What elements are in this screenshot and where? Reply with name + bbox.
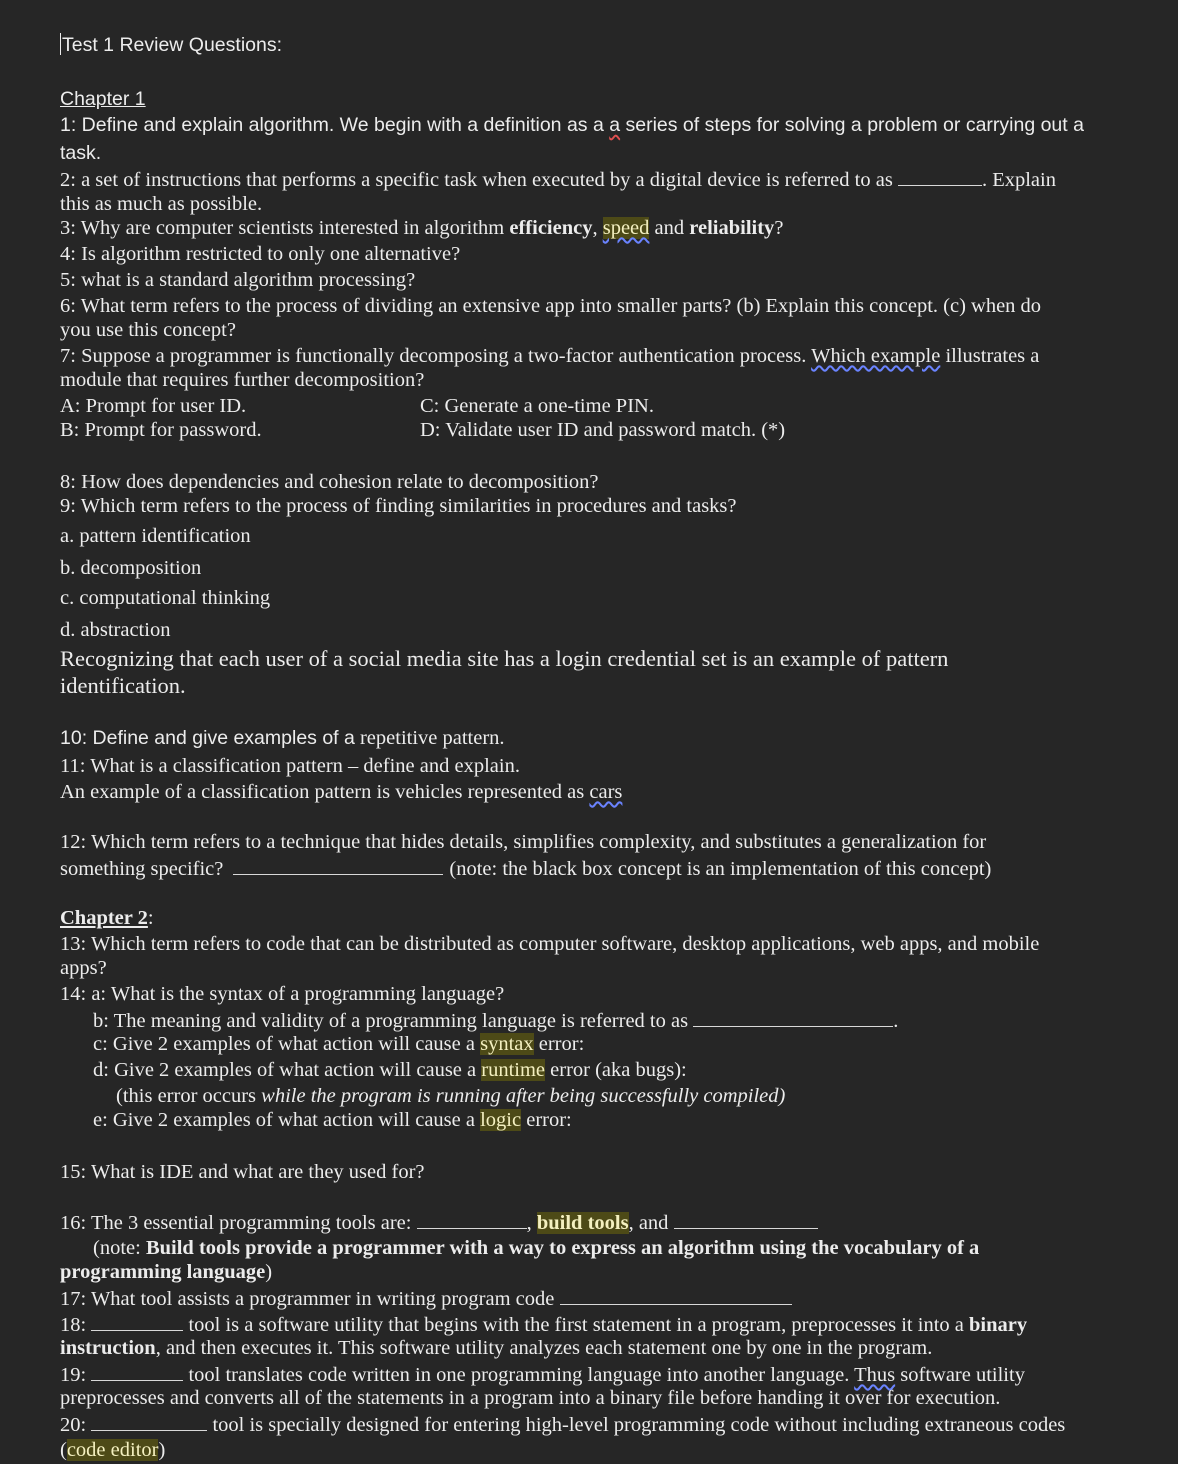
question-20: 20: tool is specially designed for entering high-level programming code without including extraneous codes — [60, 1414, 1066, 1436]
question-14a: 14: a: What is the syntax of a programming language? — [60, 983, 505, 1005]
question-7-line2: module that requires further decomposition? — [60, 369, 425, 391]
question-14e: e: Give 2 examples of what action will cause a logic error: — [93, 1109, 572, 1131]
question-9: 9: Which term refers to the process of finding similarities in procedures and tasks? — [60, 495, 737, 517]
question-19: 19: tool translates code written in one programming language into another language. Thus software utility — [60, 1364, 1025, 1386]
question-6: 6: What term refers to the process of dividing an extensive app into smaller parts? (b) Explain this concept. (c) when do — [60, 295, 1042, 317]
answer-blank — [898, 167, 982, 186]
answer-blank — [91, 1412, 207, 1431]
answer-blank — [693, 1008, 893, 1027]
question-13: 13: Which term refers to code that can be distributed as computer software, desktop applications, web apps, and mobile — [60, 933, 1040, 955]
question-10: 10: Define and give examples of a repetitive pattern. — [60, 727, 505, 749]
question-9-note: Recognizing that each user of a social media site has a login credential set is an example of pattern — [60, 646, 949, 671]
question-7: 7: Suppose a programmer is functionally decomposing a two-factor authentication process. Which example illustrates a — [60, 345, 1040, 367]
option-d: D: Validate user ID and password match. (*) — [420, 419, 786, 441]
document-title: Test 1 Review Questions: — [62, 34, 283, 56]
answer-blank — [560, 1286, 792, 1305]
answer-blank — [91, 1362, 183, 1381]
question-13-line2: apps? — [60, 957, 107, 979]
question-11: 11: What is a classification pattern – define and explain. — [60, 755, 520, 777]
question-19-line2: preprocesses and converts all of the statements in a program into a binary file before handing it over for execution. — [60, 1387, 1001, 1409]
question-11-example: An example of a classification pattern is vehicles represented as cars — [60, 781, 623, 803]
question-14d: d: Give 2 examples of what action will cause a runtime error (aka bugs): — [93, 1059, 687, 1081]
option-a: a. pattern identification — [60, 525, 251, 547]
question-15: 15: What is IDE and what are they used for? — [60, 1161, 425, 1183]
question-4: 4: Is algorithm restricted to only one alternative? — [60, 243, 461, 265]
option-b: b. decomposition — [60, 557, 202, 579]
text-cursor — [60, 33, 61, 55]
question-17: 17: What tool assists a programmer in writing program code — [60, 1286, 792, 1312]
question-12: 12: Which term refers to a technique that hides details, simplifies complexity, and substitutes a generalization for — [60, 831, 987, 853]
question-14b: b: The meaning and validity of a programming language is referred to as . — [93, 1010, 899, 1032]
question-16-note-line2: programming language) — [60, 1261, 273, 1283]
question-12-line2: something specific? (note: the black box concept is an implementation of this concept) — [60, 858, 992, 880]
option-c: c. computational thinking — [60, 587, 271, 609]
question-6-line2: you use this concept? — [60, 319, 236, 341]
option-a: A: Prompt for user ID. — [60, 395, 247, 417]
question-9-note-line2: identification. — [60, 673, 186, 698]
question-5: 5: what is a standard algorithm processing? — [60, 269, 416, 291]
question-18: 18: tool is a software utility that begins with the first statement in a program, preprocesses it into a binary — [60, 1314, 1028, 1336]
answer-blank — [417, 1210, 527, 1229]
question-16: 16: The 3 essential programming tools are: , build tools, and — [60, 1210, 818, 1236]
question-14c: c: Give 2 examples of what action will cause a syntax error: — [93, 1033, 585, 1055]
answer-blank — [91, 1312, 183, 1331]
question-20-line2: (code editor) — [60, 1439, 166, 1461]
option-b: B: Prompt for password. — [60, 419, 262, 441]
question-16-note: (note: Build tools provide a programmer with a way to express an algorithm using the vocabulary of a — [93, 1237, 980, 1259]
answer-blank — [233, 856, 443, 875]
question-2: 2: a set of instructions that performs a specific task when executed by a digital device is referred to as . Explain — [60, 169, 1056, 191]
answer-blank — [674, 1210, 818, 1229]
option-d: d. abstraction — [60, 619, 171, 641]
question-3: 3: Why are computer scientists interested in algorithm efficiency, speed and reliability? — [60, 217, 784, 239]
question-2-line2: this as much as possible. — [60, 193, 263, 215]
question-8: 8: How does dependencies and cohesion relate to decomposition? — [60, 471, 599, 493]
question-1: 1: Define and explain algorithm. We begin with a definition as a a series of steps for solving a problem or carrying out a — [60, 114, 1084, 136]
chapter-1-heading: Chapter 1 — [60, 88, 146, 110]
question-1-line2: task. — [60, 142, 102, 164]
question-18-line2: instruction, and then executes it. This software utility analyzes each statement one by one in the program. — [60, 1337, 933, 1359]
chapter-2-heading: Chapter 2: — [60, 907, 154, 929]
option-c: C: Generate a one-time PIN. — [420, 395, 654, 417]
question-14d-note: (this error occurs while the program is running after being successfully compiled) — [116, 1085, 786, 1107]
